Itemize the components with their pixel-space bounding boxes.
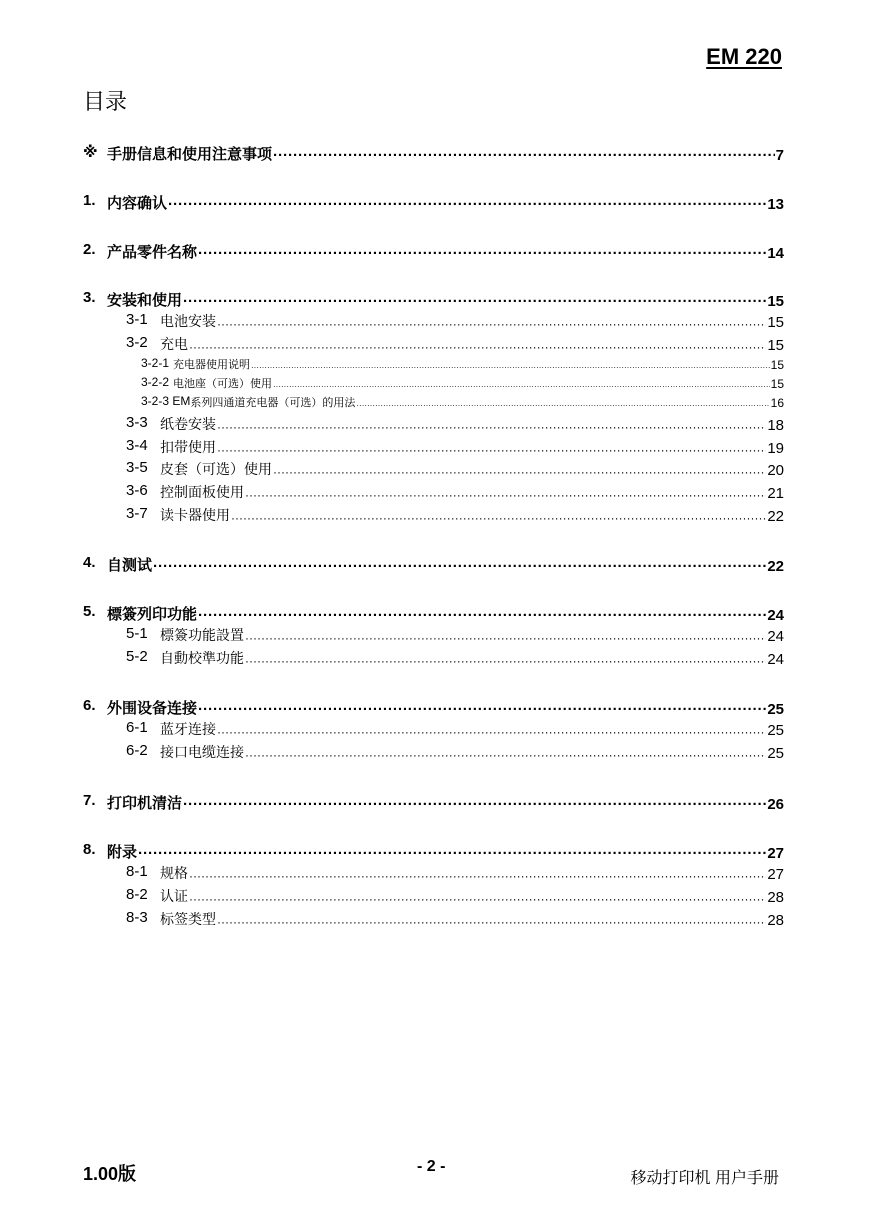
toc-entry-text: 安装和使用 <box>107 292 183 309</box>
toc-leader-dots <box>273 382 770 391</box>
toc-leader-dots <box>217 317 766 331</box>
toc-leader-dots <box>217 915 766 929</box>
toc-entry[interactable] <box>126 909 784 929</box>
toc-entry-number: 7. <box>83 792 96 809</box>
toc-leader-dots <box>168 196 766 213</box>
toc-entry[interactable] <box>83 603 784 624</box>
toc-leader-dots <box>245 654 766 668</box>
toc-entry[interactable] <box>126 334 784 354</box>
toc-entry-number: 8-1 <box>126 863 148 880</box>
toc-entry-text: 充电 <box>160 337 188 353</box>
toc-entry-number: 8. <box>83 841 96 858</box>
toc-entry[interactable] <box>126 719 784 739</box>
toc-leader-dots <box>183 293 766 310</box>
toc-entry-text: 读卡器使用 <box>160 508 230 524</box>
toc-entry-text: 控制面板使用 <box>160 485 244 501</box>
toc-leader-dots <box>217 443 766 457</box>
toc-leader-dots <box>245 631 766 645</box>
toc-entry-number: 6-1 <box>126 719 148 736</box>
toc-entry-text: 接口电缆连接 <box>160 745 244 761</box>
toc-entry-text: 规格 <box>160 866 188 882</box>
toc-leader-dots <box>231 511 766 525</box>
toc-entry[interactable] <box>126 742 784 762</box>
toc-entry-page: 28 <box>767 912 784 929</box>
toc-entry-number: 3-2-1 <box>141 356 170 370</box>
toc-leader-dots <box>217 725 766 739</box>
toc-entry-page: 15 <box>767 314 784 331</box>
toc-leader-dots <box>189 892 766 906</box>
toc-entry-text: 自動校準功能 <box>160 651 244 667</box>
toc-entry[interactable] <box>83 289 784 310</box>
toc-entry-number: 3-2-2 <box>141 375 170 389</box>
toc-entry-number: 3-2-3 EM <box>141 394 191 408</box>
toc-entry-page: 16 <box>770 396 784 410</box>
toc-leader-dots <box>356 401 769 410</box>
toc-entry-number: 8-3 <box>126 909 148 926</box>
toc-entry-page: 24 <box>767 607 784 624</box>
toc-entry-page: 25 <box>767 745 784 762</box>
toc-entry-number: ※ <box>83 144 98 161</box>
toc-entry-text: 標簽列印功能 <box>107 606 198 623</box>
toc-entry[interactable] <box>83 143 784 164</box>
toc-leader-dots <box>198 701 766 718</box>
model-name: EM 220 <box>706 44 782 69</box>
toc-entry-page: 24 <box>767 651 784 668</box>
toc-entry[interactable] <box>83 841 784 862</box>
toc-entry-number: 2. <box>83 241 96 258</box>
toc-entry-page: 21 <box>767 485 784 502</box>
toc-entry[interactable] <box>126 482 784 502</box>
toc-leader-dots <box>273 147 775 164</box>
toc-entry[interactable] <box>126 625 784 645</box>
toc-entry-number: 6. <box>83 697 96 714</box>
toc-entry-text: 蓝牙连接 <box>160 722 216 738</box>
toc-leader-dots <box>138 845 766 862</box>
toc-entry[interactable] <box>126 505 784 525</box>
toc-entry[interactable] <box>83 697 784 718</box>
toc-entry-text: 皮套（可选）使用 <box>160 462 272 478</box>
toc-entry-page: 14 <box>767 245 784 262</box>
toc-entry-number: 3-3 <box>126 414 148 431</box>
toc-entry-text: 充电器使用说明 <box>173 358 251 371</box>
toc-entry[interactable] <box>83 241 784 262</box>
toc-entry-text: 扣带使用 <box>160 440 216 456</box>
toc-entry-text: 电池座（可选）使用 <box>173 377 273 390</box>
toc-entry-number: 3-2 <box>126 334 148 351</box>
toc-entry-number: 3-5 <box>126 459 148 476</box>
toc-entry[interactable] <box>126 648 784 668</box>
toc-leader-dots <box>189 869 766 883</box>
toc-entry-page: 15 <box>767 293 784 310</box>
toc-leader-dots <box>153 558 766 575</box>
toc-entry[interactable] <box>141 375 784 391</box>
toc-entry-text: 产品零件名称 <box>107 244 198 261</box>
toc-entry-page: 27 <box>767 845 784 862</box>
toc-entry-text: 标签类型 <box>160 912 216 928</box>
toc-entry-number: 8-2 <box>126 886 148 903</box>
toc-entry-text: 標簽功能設置 <box>160 628 244 644</box>
toc-entry-number: 4. <box>83 554 96 571</box>
toc-entry-text: 认证 <box>160 889 188 905</box>
toc-entry-page: 15 <box>767 337 784 354</box>
toc-entry-text: 自测试 <box>107 557 153 574</box>
toc-entry-number: 6-2 <box>126 742 148 759</box>
toc-entry-text: 手册信息和使用注意事项 <box>107 146 273 163</box>
toc-entry[interactable] <box>126 459 784 479</box>
toc-entry-page: 19 <box>767 440 784 457</box>
toc-entry[interactable] <box>126 886 784 906</box>
toc-entry-page: 25 <box>767 722 784 739</box>
toc-entry-number: 3-1 <box>126 311 148 328</box>
toc-entry-text: 打印机清洁 <box>107 795 183 812</box>
toc-entry-number: 3-7 <box>126 505 148 522</box>
toc-entry-page: 15 <box>770 377 784 391</box>
toc-entry-page: 25 <box>767 701 784 718</box>
toc-entry[interactable] <box>83 554 784 575</box>
toc-entry-page: 22 <box>767 558 784 575</box>
toc-leader-dots <box>189 340 766 354</box>
toc-leader-dots <box>251 363 770 372</box>
toc-entry-page: 22 <box>767 508 784 525</box>
toc-entry[interactable] <box>126 414 784 434</box>
toc-entry-number: 3-6 <box>126 482 148 499</box>
toc-entry-page: 13 <box>767 196 784 213</box>
toc-entry-text: 内容确认 <box>107 195 168 212</box>
toc-entry-page: 20 <box>767 462 784 479</box>
toc-leader-dots <box>273 465 766 479</box>
toc-entry-text: 附录 <box>107 844 138 861</box>
toc-entry[interactable] <box>83 192 784 213</box>
toc-entry-page: 24 <box>767 628 784 645</box>
toc-entry-text: 电池安装 <box>160 314 216 330</box>
toc-leader-dots <box>183 796 766 813</box>
toc-entry-number: 3-4 <box>126 437 148 454</box>
toc-entry-text: 系列四通道充电器（可选）的用法 <box>190 396 356 409</box>
toc-title: 目录 <box>83 89 128 114</box>
toc-leader-dots <box>198 245 766 262</box>
toc-entry-text: 外围设备连接 <box>107 700 198 717</box>
toc-entry-page: 15 <box>770 358 784 372</box>
toc-leader-dots <box>245 488 766 502</box>
toc-entry-number: 5-1 <box>126 625 148 642</box>
toc-entry[interactable] <box>126 863 784 883</box>
toc-entry-number: 5-2 <box>126 648 148 665</box>
toc-leader-dots <box>198 607 766 624</box>
toc-entry-page: 28 <box>767 889 784 906</box>
toc-entry-page: 18 <box>767 417 784 434</box>
toc-entry-number: 5. <box>83 603 96 620</box>
toc-entry-number: 1. <box>83 192 96 209</box>
toc-leader-dots <box>217 420 766 434</box>
toc-entry[interactable] <box>126 311 784 331</box>
toc-entry[interactable] <box>141 356 784 372</box>
manual-title: 移动打印机 用户手册 <box>630 1170 779 1187</box>
page-number: - 2 - <box>417 1158 446 1175</box>
toc-leader-dots <box>245 748 766 762</box>
toc-entry-text: 纸卷安装 <box>160 417 216 433</box>
toc-entry[interactable] <box>141 394 784 410</box>
toc-entry[interactable] <box>83 792 784 813</box>
toc-entry[interactable] <box>126 437 784 457</box>
toc-entry-number: 3. <box>83 289 96 306</box>
version-label: 1.00版 <box>83 1164 137 1184</box>
toc-entry-page: 27 <box>767 866 784 883</box>
toc-entry-page: 7 <box>775 147 784 164</box>
toc-entry-page: 26 <box>767 796 784 813</box>
